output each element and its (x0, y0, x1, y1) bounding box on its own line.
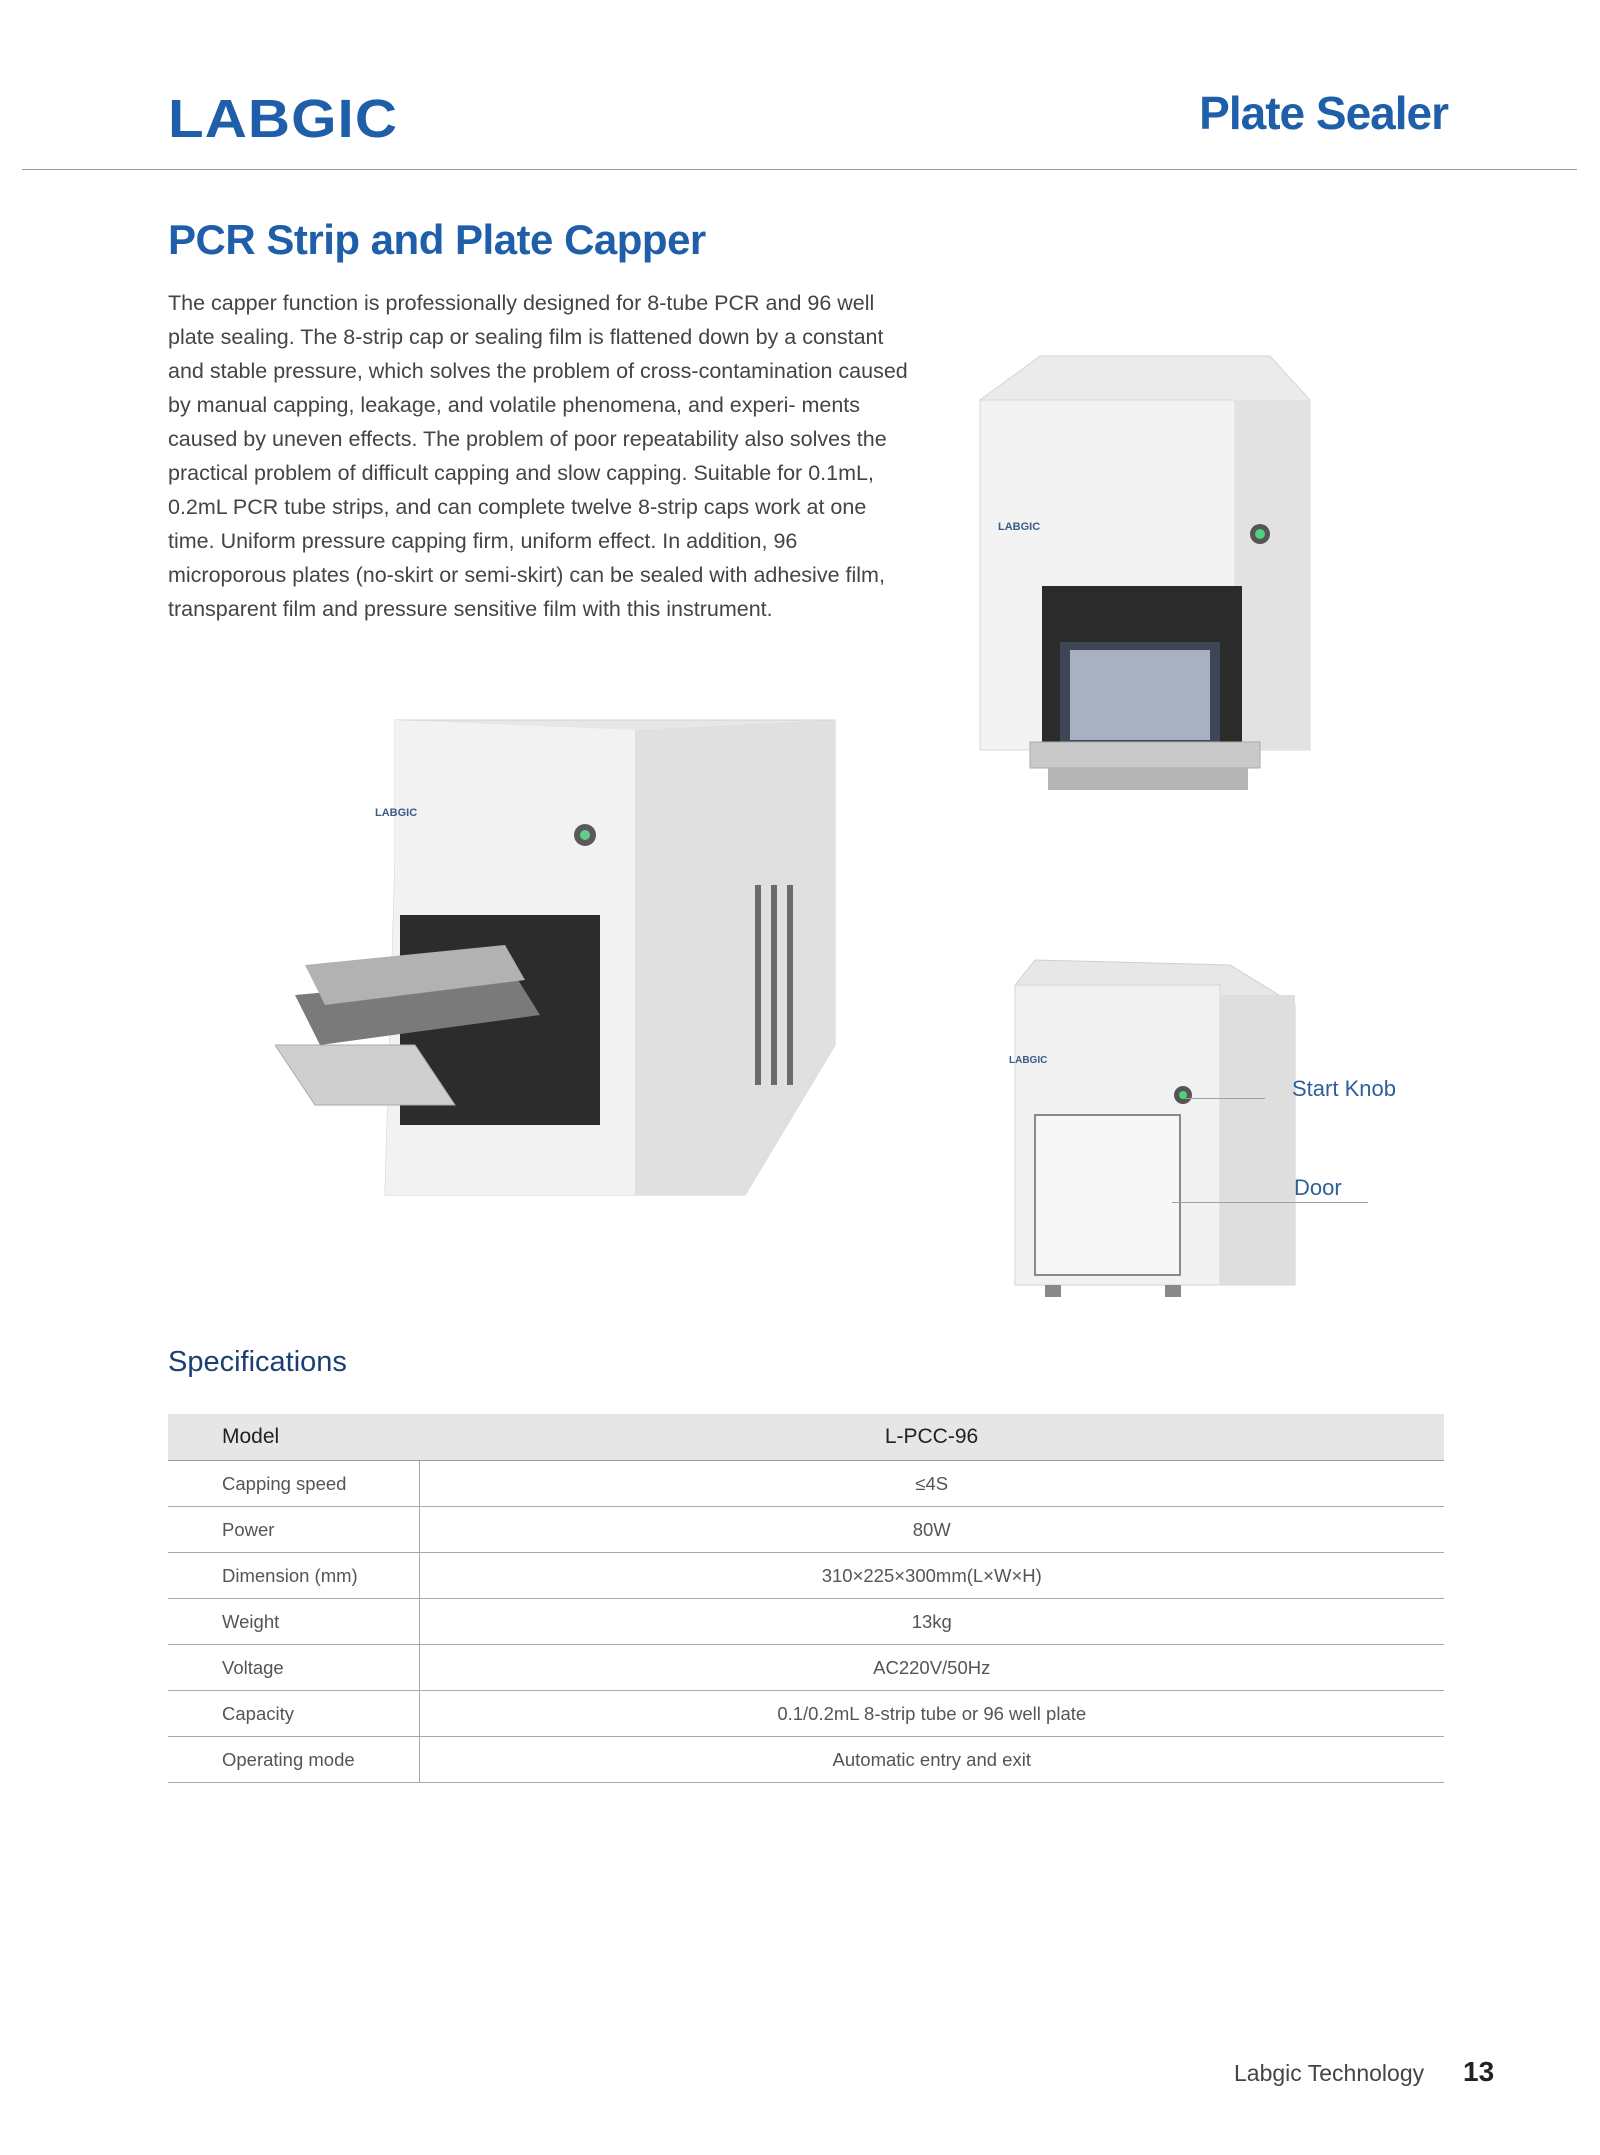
spec-label: Capping speed (168, 1461, 419, 1507)
specifications-table (168, 1414, 1444, 1783)
spec-value: 13kg (419, 1599, 1444, 1645)
spec-value: 0.1/0.2mL 8-strip tube or 96 well plate (419, 1691, 1444, 1737)
spec-label: Voltage (168, 1645, 419, 1691)
svg-text:LABGIC: LABGIC (375, 807, 418, 819)
door-pointer (1172, 1202, 1368, 1203)
table-row (168, 1599, 1444, 1645)
start-knob-label: Start Knob (1292, 1076, 1396, 1101)
spec-label: Weight (168, 1599, 419, 1645)
spec-label: Operating mode (168, 1737, 419, 1783)
product-title: PCR Strip and Plate Capper (168, 216, 706, 263)
table-row (168, 1507, 1444, 1553)
footer-company: Labgic Technology (1234, 2060, 1425, 2086)
table-row (168, 1461, 1444, 1507)
header-divider (22, 169, 1577, 170)
svg-text:LABGIC: LABGIC (1009, 1055, 1048, 1066)
spec-label: Dimension (mm) (168, 1553, 419, 1599)
start-knob-pointer (1185, 1098, 1265, 1099)
product-image-main (275, 715, 845, 1205)
table-header-row (168, 1414, 1444, 1461)
spec-label: Capacity (168, 1691, 419, 1737)
spec-value: 80W (419, 1507, 1444, 1553)
spec-value: ≤4S (419, 1461, 1444, 1507)
table-row (168, 1737, 1444, 1783)
page-number: 13 (1463, 2056, 1495, 2087)
product-image-door-closed (1005, 955, 1305, 1305)
spec-value: AC220V/50Hz (419, 1645, 1444, 1691)
model-value: L-PCC-96 (419, 1414, 1444, 1461)
product-description: The capper function is professionally designed for 8-tube PCR and 96 well plate sealing. The 8-strip cap or sealing film is flattened down by a constant and stable pressure, which solves the problem of cross-contamination caused by manual capping, leakage, and volatile phenomena, and experi- ments caused by uneven effects. The problem of poor repeatability also solves the practical problem of difficult capping and slow capping. Suitable for 0.1mL, 0.2mL PCR tube strips, and can complete twelve 8-strip caps work at one time. Uniform pressure capping firm, uniform effect. In addition, 96 microporous plates (no-skirt or semi-skirt) can be sealed with adhesive film, transparent film and pressure sensitive film with this instrument. (168, 291, 908, 621)
spec-value: 310×225×300mm(L×W×H) (419, 1553, 1444, 1599)
specifications-heading: Specifications (168, 1346, 347, 1378)
door-label: Door (1294, 1175, 1342, 1200)
document-title: Plate Sealer (1199, 87, 1448, 139)
table-row (168, 1553, 1444, 1599)
model-label: Model (168, 1414, 419, 1461)
table-row (168, 1645, 1444, 1691)
spec-value: Automatic entry and exit (419, 1737, 1444, 1783)
device-brand-label: LABGIC (998, 521, 1041, 533)
spec-label: Power (168, 1507, 419, 1553)
product-image-front-tray (970, 350, 1322, 810)
table-row (168, 1691, 1444, 1737)
brand-logo: LABGIC (168, 89, 399, 149)
